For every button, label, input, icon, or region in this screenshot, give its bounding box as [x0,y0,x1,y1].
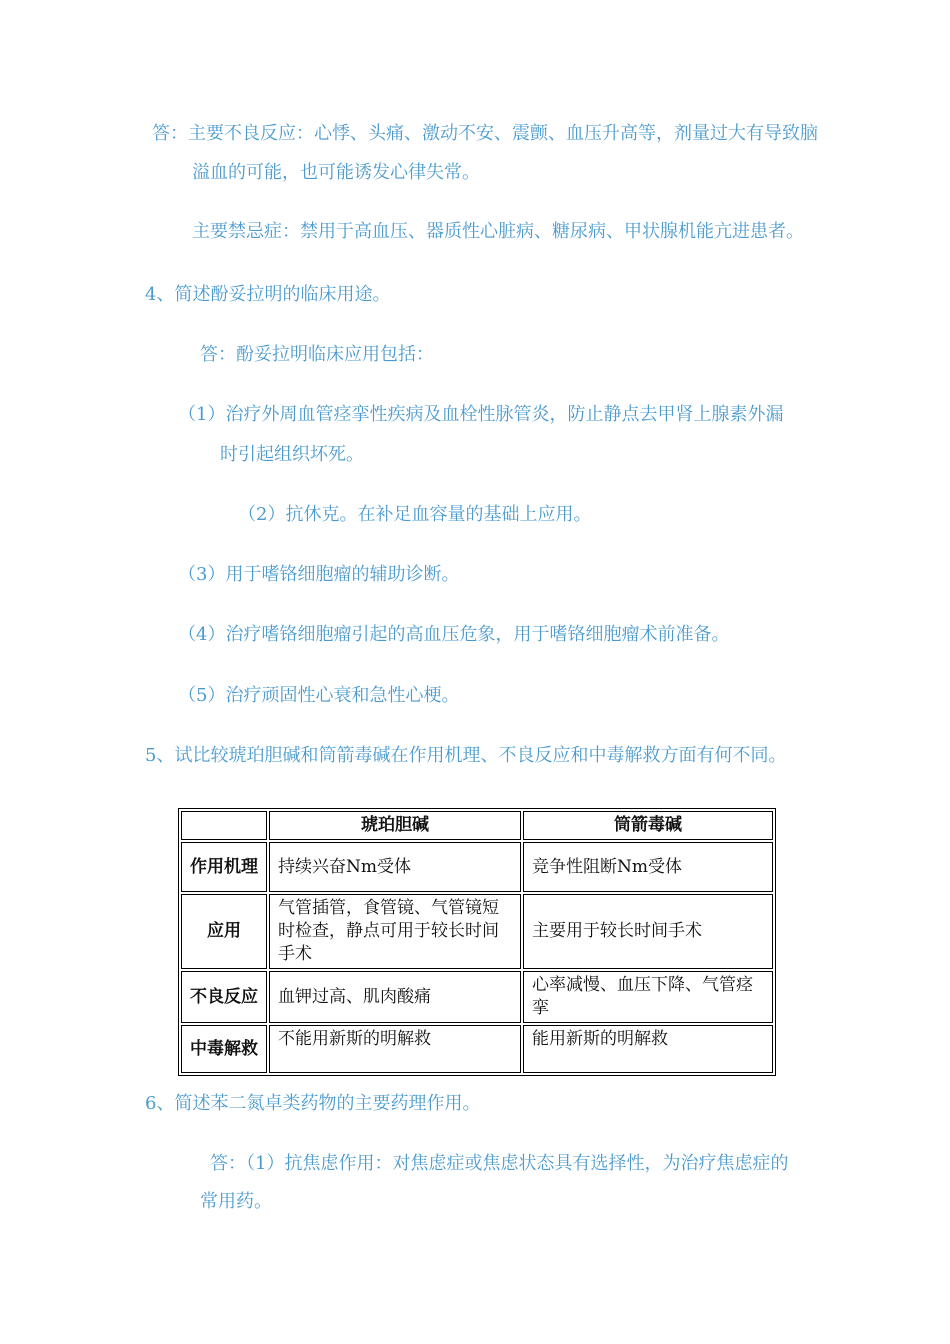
use-item-2: （2）抗休克。在补足血容量的基础上应用。 [238,504,592,525]
header-tubocurarine: 筒箭毒碱 [523,811,773,840]
question-4: 4、简述酚妥拉明的临床用途。 [145,284,391,305]
cell-adverse-succinylcholine: 血钾过高、肌肉酸痛 [269,971,521,1023]
row-label-adverse: 不良反应 [181,971,267,1023]
use-item-4: （4）治疗嗜铬细胞瘤引起的高血压危象，用于嗜铬细胞瘤术前准备。 [178,624,730,645]
contraindication-line: 主要禁忌症：禁用于高血压、器质性心脏病、糖尿病、甲状腺机能亢进患者。 [192,221,804,242]
answer-line-2: 溢血的可能，也可能诱发心律失常。 [192,162,480,183]
question-5: 5、试比较琥珀胆碱和筒箭毒碱在作用机理、不良反应和中毒解救方面有何不同。 [145,745,787,766]
use-item-5: （5）治疗顽固性心衰和急性心梗。 [178,685,460,706]
answer-line-1: 答：主要不良反应：心悸、头痛、激动不安、震颤、血压升高等，剂量过大有导致脑 [152,123,818,144]
cell-rescue-succinylcholine: 不能用新斯的明解救 [269,1025,521,1073]
use-item-3: （3）用于嗜铬细胞瘤的辅助诊断。 [178,564,460,585]
table-row [181,971,773,1023]
header-blank [181,811,267,840]
table-row [181,842,773,892]
table-header-row [181,811,773,840]
answer-6-line-2: 常用药。 [200,1191,272,1212]
cell-mechanism-tubocurarine: 竞争性阻断Nm受体 [523,842,773,892]
row-label-mechanism: 作用机理 [181,842,267,892]
table-row [181,894,773,969]
cell-application-succinylcholine: 气管插管，食管镜、气管镜短时检查，静点可用于较长时间手术 [269,894,521,969]
question-6: 6、简述苯二氮卓类药物的主要药理作用。 [145,1093,481,1114]
cell-adverse-tubocurarine: 心率减慢、血压下降、气管痉挛 [523,971,773,1023]
use-item-1b: 时引起组织坏死。 [220,444,364,465]
comparison-table [178,808,776,1076]
answer-4-intro: 答：酚妥拉明临床应用包括： [200,344,434,365]
cell-mechanism-succinylcholine: 持续兴奋Nm受体 [269,842,521,892]
row-label-rescue: 中毒解救 [181,1025,267,1073]
table-row [181,1025,773,1073]
cell-application-tubocurarine: 主要用于较长时间手术 [523,894,773,969]
use-item-1a: （1）治疗外周血管痉挛性疾病及血栓性脉管炎，防止静点去甲肾上腺素外漏 [178,404,784,425]
header-succinylcholine: 琥珀胆碱 [269,811,521,840]
row-label-application: 应用 [181,894,267,969]
answer-6-line-1: 答：（1）抗焦虑作用：对焦虑症或焦虑状态具有选择性，为治疗焦虑症的 [210,1153,789,1174]
cell-rescue-tubocurarine: 能用新斯的明解救 [523,1025,773,1073]
